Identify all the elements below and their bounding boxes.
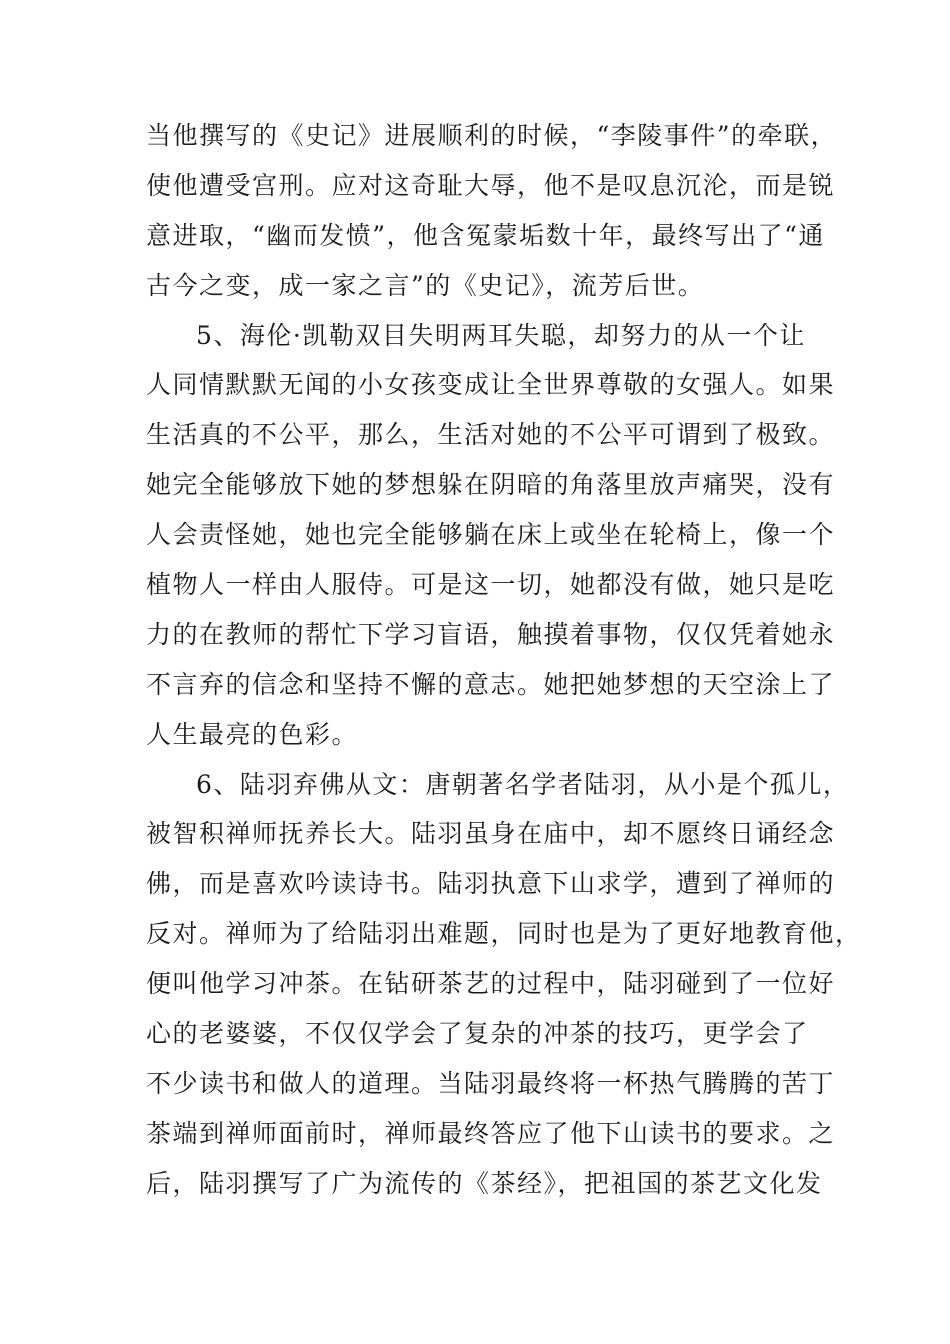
paragraph-start-line: 6、陆羽弃佛从文：唐朝著名学者陆羽，从小是个孤儿， bbox=[196, 769, 850, 799]
text-line: 便叫他学习冲茶。在钻研茶艺的过程中，陆羽碰到了一位好 bbox=[146, 969, 836, 999]
text-line: 力的在教师的帮忙下学习盲语，触摸着事物，仅仅凭着她永 bbox=[146, 619, 836, 649]
text-line: 后，陆羽撰写了广为流传的《茶经》，把祖国的茶艺文化发 bbox=[146, 1168, 823, 1198]
text-line: 生活真的不公平，那么，生活对她的不公平可谓到了极致。 bbox=[146, 420, 836, 450]
body-text bbox=[146, 111, 862, 1209]
text-line: 茶端到禅师面前时，禅师最终答应了他下山读书的要求。之 bbox=[146, 1118, 836, 1148]
paragraph-start-line: 5、海伦·凯勒双目失明两耳失聪，却努力的从一个让 bbox=[196, 320, 806, 350]
text-line: 意进取，“幽而发愤”，他含冤蒙垢数十年，最终写出了“通 bbox=[146, 220, 825, 250]
text-line: 植物人一样由人服侍。可是这一切，她都没有做，她只是吃 bbox=[146, 570, 836, 600]
text-line: 人生最亮的色彩。 bbox=[146, 719, 359, 749]
text-line: 佛，而是喜欢吟读诗书。陆羽执意下山求学，遭到了禅师的 bbox=[146, 869, 836, 899]
text-line: 当他撰写的《史记》进展顺利的时候，“李陵事件”的牵联， bbox=[146, 121, 838, 150]
text-line: 不少读书和做人的道理。当陆羽最终将一杯热气腾腾的苦丁 bbox=[146, 1068, 836, 1098]
text-line: 被智积禅师抚养长大。陆羽虽身在庙中，却不愿终日诵经念 bbox=[146, 819, 836, 849]
text-line: 人会责怪她，她也完全能够躺在床上或坐在轮椅上，像一个 bbox=[146, 520, 836, 550]
text-line: 古今之变，成一家之言”的《史记》，流芳后世。 bbox=[146, 270, 705, 300]
text-line: 不言弃的信念和坚持不懈的意志。她把她梦想的天空涂上了 bbox=[146, 669, 836, 699]
text-line: 她完全能够放下她的梦想躲在阴暗的角落里放声痛哭，没有 bbox=[146, 470, 836, 500]
text-line: 反对。禅师为了给陆羽出难题，同时也是为了更好地教育他， bbox=[146, 919, 862, 949]
text-line: 人同情默默无闻的小女孩变成让全世界尊敬的女强人。如果 bbox=[146, 370, 836, 400]
text-line: 心的老婆婆，不仅仅学会了复杂的冲茶的技巧，更学会了 bbox=[146, 1019, 809, 1049]
text-line: 使他遭受宫刑。应对这奇耻大辱，他不是叹息沉沦，而是锐 bbox=[146, 170, 836, 200]
